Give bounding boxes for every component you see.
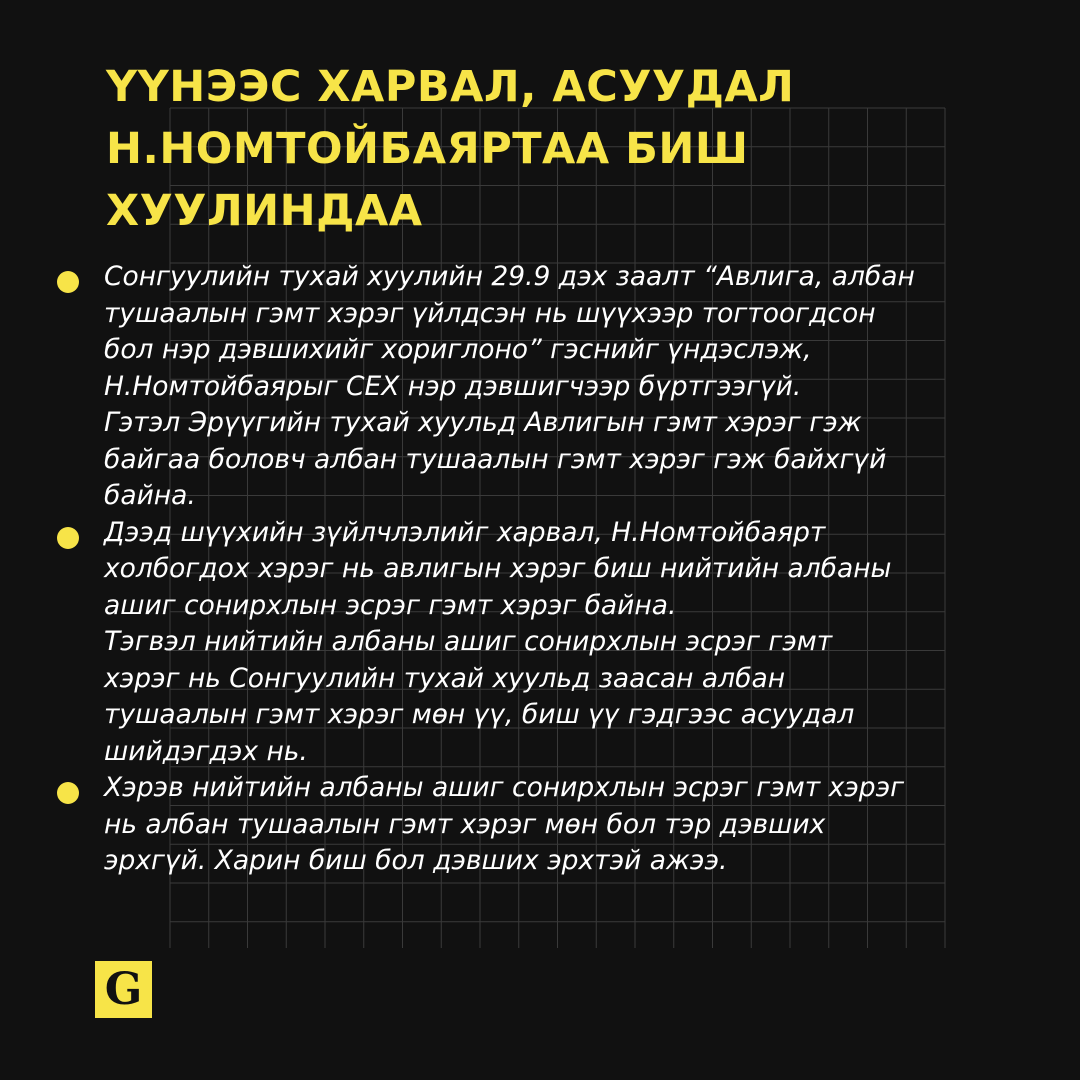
text-line: ашиг сонирхлын эсрэг гэмт хэрэг байна. — [104, 589, 677, 621]
text-line: шийдэгдэх нь. — [104, 735, 308, 767]
text-line: тушаалын гэмт хэрэг үйлдсэн нь шүүхээр тогтоогдсон — [104, 297, 876, 329]
brand-logo: G — [95, 961, 152, 1018]
list-item — [104, 515, 1034, 771]
text-line: бол нэр дэвшихийг хориглоно” гэснийг үндэслэж, — [104, 334, 812, 365]
text-line: Дээд шүүхийн зүйлчлэлийг харвал, Н.Номтойбаярт — [104, 516, 826, 548]
text-line: Гэтэл Эрүүгийн тухай хуульд Авлигын гэмт хэрэг гэж — [104, 407, 862, 438]
headline-line: ҮҮНЭЭС ХАРВАЛ, АСУУДАЛ — [106, 62, 795, 112]
text-line: Н.Номтойбаярыг СЕХ нэр дэвшигчээр бүртгээгүй. — [104, 370, 802, 402]
text-line: Сонгуулийн тухай хуулийн 29.9 дэх заалт “Авлига, албан — [104, 261, 915, 292]
headline-line: Н.НОМТОЙБАЯРТАА БИШ — [106, 124, 749, 174]
list-item — [104, 259, 1034, 515]
text-line: байна. — [104, 480, 196, 511]
bullet-dot-icon — [57, 527, 79, 549]
list-item — [104, 770, 1034, 880]
text-line: эрхгүй. Харин биш бол дэвших эрхтэй ажээ. — [104, 845, 728, 876]
text-line: хэрэг нь Сонгуулийн тухай хуульд заасан албан — [104, 662, 786, 694]
text-line: холбогдох хэрэг нь авлигын хэрэг биш нийтийн албаны — [104, 553, 892, 584]
text-line: Тэгвэл нийтийн албаны ашиг сонирхлын эсрэг гэмт — [104, 626, 833, 657]
headline-line: ХУУЛИНДАА — [106, 186, 423, 236]
text-line: нь албан тушаалын гэмт хэрэг мөн бол тэр дэвших — [104, 808, 826, 840]
bullet-list — [104, 259, 1034, 880]
text-line: Хэрэв нийтийн албаны ашиг сонирхлын эсрэг гэмт хэрэг — [104, 772, 905, 803]
bullet-dot-icon — [57, 782, 79, 804]
text-line: байгаа боловч албан тушаалын гэмт хэрэг гэж байхгүй — [104, 443, 887, 475]
headline — [106, 56, 1006, 242]
text-line: тушаалын гэмт хэрэг мөн үү, биш үү гэдгээс асуудал — [104, 699, 855, 730]
bullet-dot-icon — [57, 271, 79, 293]
